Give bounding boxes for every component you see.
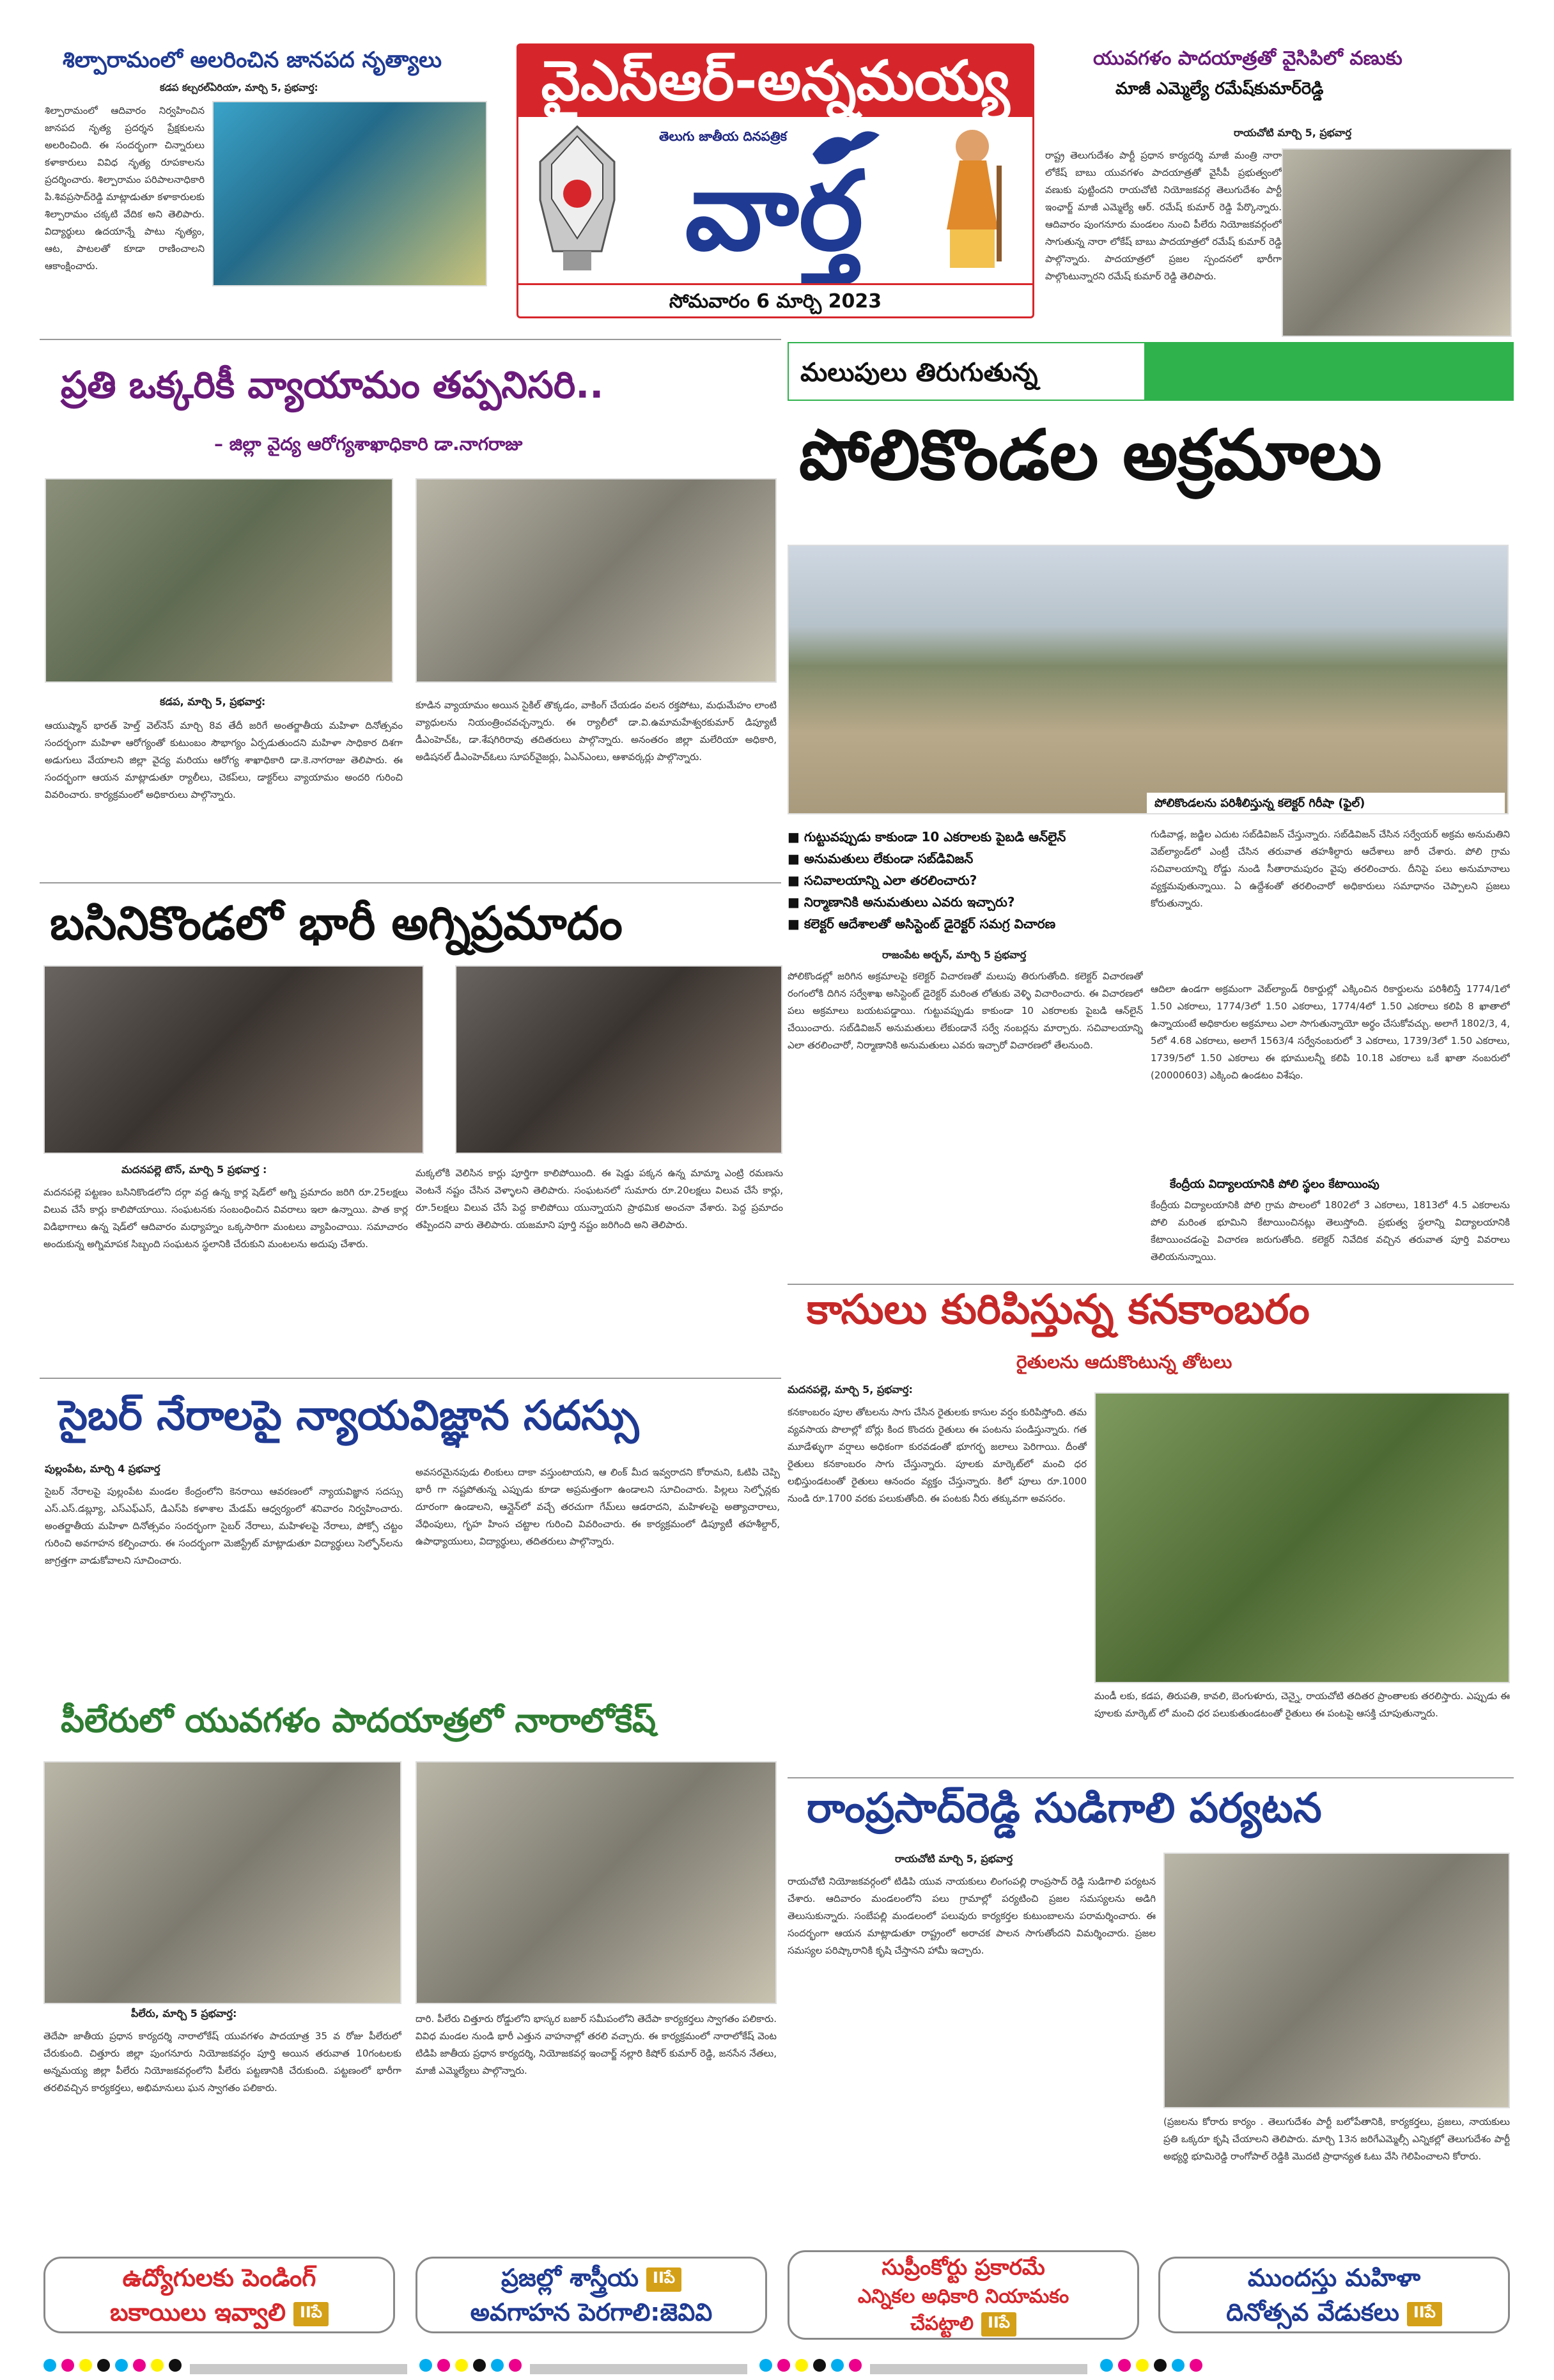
dance-photo xyxy=(212,101,487,286)
fire-dateline: మదనపల్లె టౌన్, మార్చి 5 ప్రభవార్త : xyxy=(121,1163,267,1176)
teaser-line1: ఉద్యోగులకు పెండింగ్ xyxy=(122,2264,316,2292)
balaji-emblem xyxy=(525,123,630,274)
masthead-title-top: వైఎస్ఆర్-అన్నమయ్య xyxy=(518,45,1032,117)
teaser-womens-day[interactable]: ముందస్తు మహిళా దినోత్సవ వేడుకలు IIపే xyxy=(1158,2257,1510,2333)
exercise-body-right: కూడిన వ్యాయామం అయిన సైకిల్ తొక్కడం, వాకింగ్ చేయడం వలన రక్తపోటు, మధుమేహం లాంటి వ్యాధులను నియంత్రించవచ్చన్నారు. ఈ ర్యాలీలో డా.వి.ఉమామహేశ్వరకుమార్ డిప్యూటీ డీఎంహెచ్‌ఓ, డా.శేషగిరిరావు తదితరులు పాల్గొన్నారు. అనంతరం జిల్లా మలేరియా అధికారి, అడిషనల్ డీఎంహెచ్‌ఓలు సూపర్‌వైజర్లు, ఏఎన్ఎంలు, ఆశావర్కర్లు పాల్గొన్నారు. xyxy=(416,699,777,763)
lokesh-dateline: పీలేరు, మార్చి 5 ప్రభవార్త: xyxy=(131,2007,237,2019)
collector-inspection-photo xyxy=(788,545,1509,814)
teaser-supreme-court[interactable]: సుప్రీంకోర్టు ప్రకారమే ఎన్నికల అధికారి నియామకం చేపట్టాలి IIపే xyxy=(788,2250,1139,2340)
sudigali-headline: రాంప్రసాద్‌రెడ్డి సుడిగాలి పర్యటన xyxy=(807,1785,1322,1832)
crossandra-dateline: మదనపల్లె, మార్చి 5, ప్రభవార్త: xyxy=(788,1383,913,1396)
exercise-subhead: – జిల్లా వైద్య ఆరోగ్యశాఖాధికారి డా.నాగరాజు xyxy=(214,433,523,455)
crossandra-headline: కాసులు కురిపిస్తున్న కనకాంబరం xyxy=(807,1286,1310,1334)
polikondala-body-right1: గుడివాడ్ల, జడ్జిల ఎదుట సబ్‌డివిజన్ చేస్తున్నారు. సబ్‌డివిజన్ చేసిన సర్వేయర్ అక్రమ అనుమతిని వెబ్‌ల్యాండ్‌లో ఎంట్రీ చేసిన తరువాత తహశీల్దారు ఆదేశాలు జారీ చేశారు. పోలి గ్రామ సచివాలయాన్ని రోడ్డు నుండి సీతారామపురం వైపు తరలించారు. దీనిపై పలు అనుమానాలు వ్యక్తమవుతున్నాయి. ఏ ఉద్దేశంతో తరలించారో అధికారులు సమాధానం చెప్పాలని ప్రజలు కోరుతున్నారు. xyxy=(1151,828,1510,909)
cycle-rally-photo xyxy=(45,478,393,683)
polikondala-body-right2: ఆదిలా ఉండగా అక్రమంగా వెబ్‌ల్యాండ్ రికార్డుల్లో ఎక్కించిన రికార్డులను పరిశీలిస్తే 1774/1లో 1.50 ఎకరాలు, 1774/3లో 1.50 ఎకరాలు, 1774/4లో 1.50 ఎకరాలు కలిపి 8 ఖాతాలో ఉన్నాయంటే అధికారుల అక్రమాలు ఎలా సాగుతున్నాయో అర్థం చేసుకోవచ్చు. అలాగే 1802/3, 4, 5లో 4.68 ఎకరాలు, అలాగే 1563/4 సర్వేనంబరులో 3 ఎకరాలు, 1739/3లో 1.50 ఎకరాలు, 1739/5లో 1.50 ఎకరాలు ఈ భూములన్నీ కలిపి 10.18 ఎకరాలు ఒకే ఖాతా నంబరులో (20000603) ఎక్కించి ఉండటం విశేషం. xyxy=(1151,983,1510,1081)
yuvagalam-dateline: రాయచోటి మార్చి 5, ప్రభవార్త xyxy=(1234,127,1352,139)
page-ref: IIపే xyxy=(646,2267,681,2292)
exercise-body-left: ఆయుష్మాన్ భారత్ హెల్త్ వెల్‌నెస్ మార్చి 8వ తేదీ జరిగే అంతర్జాతీయ మహిళా దినోత్సవం సందర్భంగా మహిళా ఆరోగ్యంతో కుటుంబం సౌభాగ్యం ఏర్పడుతుందని మహిళా సాధికార దిశగా అడుగులు వేయాలని జిల్లా వైద్య మరియు ఆరోగ్య శాఖాధికారి డా.కె.నాగరాజు తెలిపారు. ఈ సందర్భంగా ఆయన మాట్లాడుతూ ర్యాలీలు, చెకప్‌లు, డాక్టర్‌లు వ్యాయామం అందరి గురించి వివరించారు. కార్యక్రమంలో అధికారులు పాల్గొన్నారు. xyxy=(45,720,403,800)
exercise-headline: ప్రతి ఒక్కరికీ వ్యాయామం తప్పనిసరి.. xyxy=(61,363,604,407)
page-ref: IIపే xyxy=(293,2302,329,2326)
bullet-3: ■ సచివాలయాన్ని ఎలా తరలించారు? xyxy=(788,873,977,888)
teaser-line1: సుప్రీంకోర్టు ప్రకారమే xyxy=(882,2255,1045,2280)
teaser-science-awareness[interactable]: ప్రజల్లో శాస్త్రీయ IIపే అవగాహన పెరగాలి:జెవివి xyxy=(416,2257,767,2333)
yuvagalam-body: రాష్ట్ర తెలుగుదేశం పార్టీ ప్రధాన కార్యదర్శి మాజీ మంత్రి నారా లోకేష్ బాబు యువగళం పాదయాత్రతో వైసీపీ ప్రభుత్వంలో వణుకు పుట్టిందని రాయచోటి నియోజకవర్గ తెలుగుదేశం పార్టీ ఇంఛార్జ్ మాజీ ఎమ్మెల్యే ఆర్. రమేష్ కుమార్ రెడ్డి పేర్కొన్నారు. ఆదివారం పుంగనూరు మండలం నుంచి పీలేరు నియోజకవర్గంలో సాగుతున్న నారా లోకేష్ బాబు పాదయాత్రలో రమేష్ కుమార్ రెడ్డి పాల్గొన్నారు. పాదయాత్రలో ప్రజల స్పందనలో భారీగా పాల్గొంటున్నారని రమేష్ కుమార్ రెడ్డి తెలిపారు. xyxy=(1045,150,1282,282)
burnt-debris-photo xyxy=(455,965,782,1154)
photo-caption: పోలికొండలను పరిశీలిస్తున్న కలెక్టర్ గిరీషా (ఫైల్) xyxy=(1147,793,1505,814)
exercise-dateline: కడప, మార్చి 5, ప్రభవార్త: xyxy=(160,696,266,708)
sudigali-caption: (ప్రజలను కోరారు కార్యం . తెలుగుదేశం పార్టీ బలోపేతానికి, కార్యకర్తలు, ప్రజలు, నాయకులు ప్రతి ఒక్కరూ కృషి చేయాలని తెలిపారు. మార్చి 13న జరిగేఎమ్మెల్సీ ఎన్నికల్లో తెలుగుదేశం పార్టీ అభ్యర్థి భూమిరెడ్డి రాంగోపాల్ రెడ్డికి మొదటి ప్రాధాన్యత ఓటు వేసి గెలిపించాలని కోరారు. xyxy=(1163,2116,1510,2162)
page-ref: IIపే xyxy=(981,2312,1016,2337)
masthead-title-main: వార్త xyxy=(685,148,864,275)
sudigali-body: రాయచోటి నియోజకవర్గంలో టిడిపి యువ నాయకులు లింగంపల్లి రాంప్రసాద్ రెడ్డి సుడిగాలి పర్యటన చేశారు. ఆదివారం మండలంలోని పలు గ్రామాల్లో పర్యటించి ప్రజల సమస్యలను అడిగి తెలుసుకున్నారు. సంబేపల్లి మండలంలో పలువురు కార్యకర్తల కుటుంబాలను పరామర్శించారు. ఈ సందర్భంగా ఆయన మాట్లాడుతూ రాష్ట్రంలో అరాచక పాలన సాగుతోందని విమర్శించారు. ప్రజల సమస్యల పరిష్కారానికి కృషి చేస్తానని హామీ ఇచ్చారు. xyxy=(788,1876,1156,1956)
masthead xyxy=(517,43,1034,318)
walk-rally-photo xyxy=(416,478,777,683)
shilparamam-dateline: కడప కల్చరల్‌ఏరియా, మార్చి 5, ప్రభవార్త: xyxy=(160,82,318,93)
shilparamam-body: శిల్పారామంలో ఆదివారం నిర్వహించిన జానపద నృత్య ప్రదర్శన ప్రేక్షకులను అలరించింది. ఈ సందర్భంగా చిన్నారులు కళాకారులు వివిధ నృత్య రూపకాలను ప్రదర్శించారు. శిల్పారామం పరిపాలనాధికారి పి.శివప్రసాద్‌రెడ్డి మాట్లాడుతూ కళాకారులకు శిల్పారామం చక్కటి వేదిక అని తెలిపారు. విద్యార్థులు ఉదయాన్నే పాటు నృత్యం, ఆట, పాటలతో కూడా రాణించాలని ఆకాంక్షించారు. xyxy=(45,105,205,272)
padayatra-photo xyxy=(1282,148,1512,337)
cyber-dateline: పుల్లంపేట, మార్చి 4 ప్రభవార్త xyxy=(45,1463,160,1475)
polikondala-headline: పోలికొండల అక్రమాలు xyxy=(799,416,1382,495)
cyber-body-right: అవసరమైనపుడు లింకులు దాకా వస్తుంటాయని, ఆ లింక్ మీద ఇవ్వరాదని కోరామని, ఓటిపి చెప్పి భారీ గా నష్టపోతున్న ఎప్పుడు కూడా అప్రమత్తంగా ఉండాలని సూచించారు. పిల్లలు సెల్ఫోన్లకు దూరంగా ఉండాలని, ఆన్లైన్‌లో వచ్చే తరచుగా గేమ్‌లు ఆడరాదని, మహిళలపై అత్యాచారాలు, వేధింపులు, గృహ హింస చట్టాల గురించి వివరించారు. ఈ కార్యక్రమంలో డిప్యూటీ తహశీల్దార్, ఉపాధ్యాయులు, విద్యార్థులు, తదితరులు పాల్గొన్నారు. xyxy=(416,1466,780,1547)
lokesh-headline: పీలేరులో యువగళం పాదయాత్రలో నారాలోకేష్ xyxy=(61,1702,657,1740)
fire-body-right: మక్కలోకి వెలిసిన కార్లు పూర్తిగా కాలిపోయింది. ఈ షెడ్డు పక్కన ఉన్న మామ్మా ఎంట్రి రమణను వెంటనే నష్టం చేసిన వెళ్ళాలని తెలిపారు. సంఘటనలో సుమారు రూ.20లక్షలు విలువ చేసే కార్లు, రూ.5లక్షలు విలువ చేసే పెద్ద కాలిపోయి యున్నాయని ప్రాథమిక అంచనా వేశారు. పెద్ద ప్రమాదం తప్పిందని వారు తెలిపారు. యజమాని పూర్తి నష్టం జరిగింది అని తెలిపారు. xyxy=(416,1167,783,1231)
shilparamam-headline: శిల్పారామంలో అలరించిన జానపద నృత్యాలు xyxy=(63,47,442,73)
lokesh-body-right: దారి. పీలేరు చిత్తూరు రోడ్డులోని భాస్కర బజార్ సమీపంలోని తెదేపా కార్యకర్తలు స్వాగతం పలికారు. వివిధ మండల నుండి భారీ ఎత్తున వాహనాల్లో తరలి వచ్చారు. ఈ కార్యక్రమంలో నారాలోకేష్ వెంట టిడిపి జాతీయ ప్రధాన కార్యదర్శి, నియోజకవర్గ ఇంచార్జ్ నల్లారి కిషోర్ కుమార్ రెడ్డి, జనసేన నేతలు, మాజీ ఎమ్మెల్యేలు పాల్గొన్నారు. xyxy=(416,2013,777,2076)
polikondala-dateline: రాజంపేట అర్బన్, మార్చి 5 ప్రభవార్త xyxy=(882,949,1027,961)
teaser-line2: ఎన్నికల అధికారి నియామకం xyxy=(857,2285,1069,2308)
yuvagalam-subhead: మాజీ ఎమ్మెల్యే రమేష్‌కుమార్‌రెడ్డి xyxy=(1115,79,1324,98)
crossandra-caption: మండీ లకు, కడప, తిరుపతి, కావలి, బెంగుళూరు, చెన్నై, రాయచోటి తదితర ప్రాంతాలకు తరలిస్తారు. ఎప్పుడు ఈ పూలకు మార్కెట్ లో మంచి ధర పలుకుతుండటంతో రైతులు ఈ పంటపై ఆసక్తి చూపుతున్నారు. xyxy=(1094,1690,1510,1719)
sudigali-photo xyxy=(1163,1853,1510,2108)
annamayya-figure xyxy=(915,121,1027,274)
teaser-line1: ముందస్తు మహిళా xyxy=(1247,2264,1421,2292)
polikondala-body-left: పోలికొండల్లో జరిగిన అక్రమాలపై కలెక్టర్ విచారణతో మలుపు తిరుగుతోంది. కలెక్టర్ విచారణతో రంగంలోకి దిగిన సర్వేశాఖ అసిస్టెంట్ డైరెక్టర్ మరింత లోతుకు వెళ్ళి విచారించారు. ఈ విచారణలో పలు అక్రమాలు బయటపడ్డాయి. గుట్టువప్పుడు కాకుండా 10 ఎకరాలకు పైబడి ఆన్‌లైన్ చేయించారు. సబ్‌డివిజన్ అనుమతులు లేకుండానే సర్వే నంబర్లను మార్చారు. సచివాలయాన్ని ఎలా తరలించారో, నిర్మాణానికి అనుమతులు ఎవరు ఇచ్చారో విచారణలో తేలనుంది. xyxy=(788,970,1143,1051)
registration-strip xyxy=(43,2359,1514,2374)
polikondala-bullets xyxy=(788,826,1143,935)
crossandra-body: కనకాంబరం పూల తోటలను సాగు చేసిన రైతులకు కాసుల వర్షం కురిపిస్తోంది. తమ వ్యవసాయ పొలాల్లో బోర్లు కింద కొందరు రైతులు ఈ పంటను పండిస్తున్నారు. గత మూడేళ్ళుగా వర్షాలు అధికంగా కురవడంతో భూగర్భ జలాలు పెరిగాయి. దీంతో రైతులు కనకాంబరం సాగు చేస్తున్నారు. పూలకు మార్కెట్‌లో మంచి ధర లభిస్తుండటంతో రైతులు ఆనందం వ్యక్తం చేస్తున్నారు. కిలో పూలు రూ.1000 నుండి రూ.1700 వరకు పలుకుతోంది. ఈ పంటకు నీరు తక్కువగా అవసరం. xyxy=(788,1406,1087,1504)
crossandra-subhead: రైతులను ఆదుకొంటున్న తోటలు xyxy=(1016,1351,1232,1373)
teaser-line2: అవగాహన పెరగాలి:జెవివి xyxy=(470,2298,713,2326)
masthead-tagline: తెలుగు జాతీయ దినపత్రిక xyxy=(659,128,787,144)
burnt-car-photo xyxy=(43,965,424,1154)
lokesh-body-left: తెదేపా జాతీయ ప్రధాన కార్యదర్శి నారాలోకేష్ యువగళం పాదయాత్ర 35 వ రోజు పీలేరులో చేరుకుంది. చిత్తూరు జిల్లా పుంగనూరు నియోజకవర్గం పూర్తి అయిన తరువాత 10గంటలకు అన్నమయ్య జిల్లా పీలేరు నియోజకవర్గంలోని పీలేరు పట్టణానికి చేరుకుంది. పట్టణంలో భారీగా తరలివచ్చిన కార్యకర్తలు, అభిమానులు ఘన స్వాగతం పలికారు. xyxy=(43,2030,401,2094)
fire-headline: బసినికొండలో భారీ అగ్నిప్రమాదం xyxy=(50,896,623,950)
lokesh-crowd-photo xyxy=(43,1761,401,2004)
bullet-4: ■ నిర్మాణానికి అనుమతులు ఎవరు ఇచ్చారు? xyxy=(788,894,1015,910)
bullet-5: ■ కలెక్టర్ ఆదేశాలతో అసిస్టెంట్ డైరెక్టర్ సమగ్ర విచారణ xyxy=(788,916,1056,931)
cyber-headline: సైబర్ నేరాలపై న్యాయవిజ్ఞాన సదస్సు xyxy=(59,1392,639,1440)
sudigali-dateline: రాయచోటి మార్చి 5, ప్రభవార్త xyxy=(895,1853,1013,1865)
cyber-body-left: సైబర్ నేరాలపై పుల్లంపేట మండల కేంద్రంలోని కెనరాయి ఆవరణంలో న్యాయవిజ్ఞాన సదస్సు ఎస్.ఎస్.డబ్ల్యూ, ఎస్‌ఎఫ్‌ఎస్‌, డిఎస్‌పి కళాశాల మేడమ్ ఆధ్వర్యంలో శనివారం నిర్వహించారు. అంతర్జాతీయ మహిళా దినోత్సవం సందర్భంగా సైబర్ నేరాలు, మహిళలపై నేరాలు, పోక్సో చట్టం గురించి అవగాహన కల్పించారు. ఈ సందర్భంగా మెజిస్ట్రేట్ మాట్లాడుతూ విద్యార్థులు సెల్ఫోన్‌లను జాగ్రత్తగా వాడుకోవాలని సూచించారు. xyxy=(45,1486,403,1566)
lokesh-rally-photo xyxy=(416,1761,777,2004)
crossandra-field-photo xyxy=(1094,1392,1510,1683)
polikondala-kicker-bar xyxy=(788,342,1514,401)
bullet-1: ■ గుట్టువప్పుడు కాకుండా 10 ఎకరాలకు పైబడి ఆన్‌లైన్ xyxy=(788,829,1066,844)
teaser-employees-dues[interactable] xyxy=(43,2257,395,2333)
yuvagalam-headline: యువగళం పాదయాత్రతో వైసిపిలో వణుకు xyxy=(1093,47,1402,70)
page-ref: IIపే xyxy=(1407,2302,1442,2326)
bullet-2: ■ అనుమతులు లేకుండా సబ్‌డివిజన్ xyxy=(788,851,974,866)
polikondala-body-right3: కేంద్రీయ విద్యాలయానికి పోలి గ్రామ పొలంలో 1802లో 3 ఎకరాలు, 1813లో 4.5 ఎకరాలను పోలి మరింత భూమిని కేటాయించినట్లు తెలుస్తోంది. ప్రభుత్వ స్థలాన్ని విద్యాలయానికి కేటాయించడంపై విచారణ జరుగుతోంది. కలెక్టర్ నివేదిక వచ్చిన తరువాత పూర్తి వివరాలు తెలియనున్నాయి. xyxy=(1151,1199,1510,1263)
teaser-line2: బకాయిలు ఇవ్వాలి IIపే xyxy=(45,2298,393,2333)
masthead-date: సోమవారం 6 మార్చి 2023 xyxy=(518,283,1032,316)
polikondala-kicker: మలుపులు తిరుగుతున్న xyxy=(788,342,1146,401)
fire-body-left: మదనపల్లె పట్టణం బసినికొండలోని దర్గా వద్ద ఉన్న కార్ల షెడ్‌లో అగ్ని ప్రమాదం జరిగి రూ.25లక్షలు విలువ చేసే కార్లు కాలిపోయాయి. సంఘటనకు సంబంధించిన వివరాలు ఇలా ఉన్నాయి. పాత కార్ల విడిభాగాలు ఉన్న షెడ్‌లో ఆదివారం మధ్యాహ్నం ఒక్కసారిగా మంటలు వ్యాపించాయి. సమాచారం అందుకున్న అగ్నిమాపక సిబ్బంది సంఘటన స్థలానికి చేరుకుని మంటలను అదుపు చేశారు. xyxy=(43,1186,408,1250)
polikondala-subhead: కేంద్రీయ విద్యాలయానికి పోలి స్థలం కేటాయింపు xyxy=(1170,1178,1379,1191)
